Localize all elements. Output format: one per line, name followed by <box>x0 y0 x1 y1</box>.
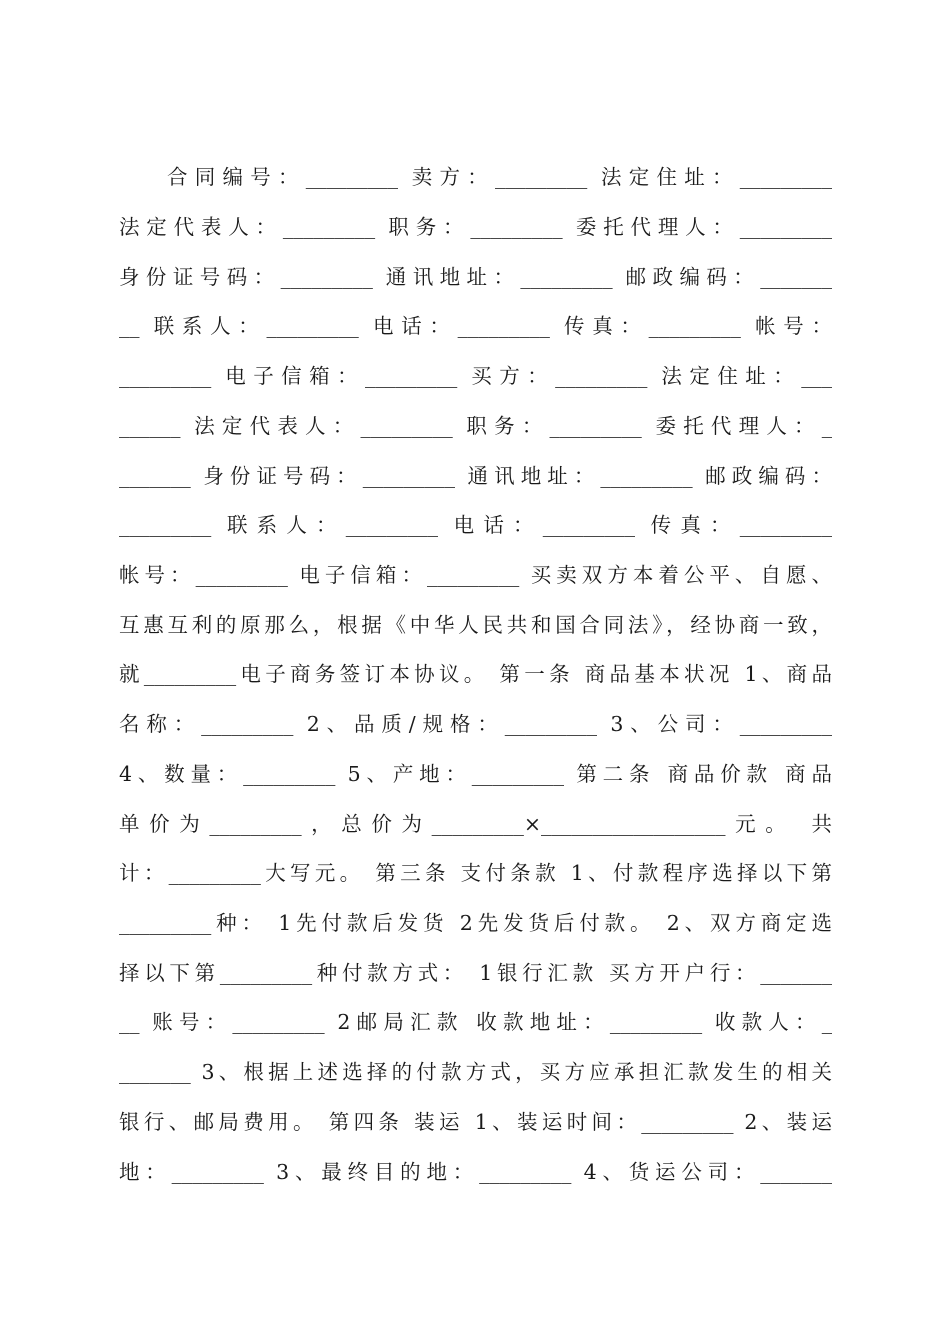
text-line: 互惠互利的原那么，根据《中华人民共和国合同法》，经协商一致， <box>119 613 832 637</box>
text-line: _______ 身份证号码：_________ 通讯地址：_________ 邮政编码： <box>119 464 832 488</box>
text-line: _________ 电子信箱：_________ 买方：_________ 法定住址：___ <box>119 364 832 388</box>
text-line: _________ 联系人：_________ 电话：_________ 传真：_________ <box>119 513 832 537</box>
text-line: 择以下第_________种付款方式： 1银行汇款 买方开户行：_______ <box>119 961 832 985</box>
text-line: 合同编号：_________ 卖方：_________ 法定住址：_________ <box>167 165 832 189</box>
text-line: __ 账号：_________ 2邮局汇款 收款地址：_________ 收款人：_ <box>119 1010 832 1034</box>
text-line: 帐号：_________ 电子信箱：_________ 买卖双方本着公平、自愿、 <box>119 563 832 587</box>
text-line: 就_________电子商务签订本协议。 第一条 商品基本状况 1、商品 <box>119 662 832 686</box>
text-line: _________种： 1先付款后发货 2先发货后付款。 2、双方商定选 <box>119 911 832 935</box>
text-line: 名称：_________ 2、品质/规格：_________ 3、公司：_________ <box>119 712 832 736</box>
text-line: 银行、邮局费用。 第四条 装运 1、装运时间：_________ 2、装运 <box>119 1110 832 1134</box>
text-line: __ 联系人：_________ 电话：_________ 传真：_________ 帐号： <box>119 314 832 338</box>
text-line: 法定代表人：_________ 职务：_________ 委托代理人：_________ <box>119 215 832 239</box>
text-line: ______ 法定代表人：_________ 职务：_________ 委托代理人：_ <box>119 414 832 438</box>
text-line: 身份证号码：_________ 通讯地址：_________ 邮政编码：_______ <box>119 265 832 289</box>
text-line: 4、数量：_________ 5、产地：_________ 第二条 商品价款 商品 <box>119 762 832 786</box>
text-line: _______ 3、根据上述选择的付款方式，买方应承担汇款发生的相关 <box>119 1060 832 1084</box>
text-line: 地：_________ 3、最终目的地：_________ 4、货运公司：_______ <box>119 1160 832 1184</box>
text-line: 单价为_________，总价为_________×__________________元。 共 <box>119 812 832 836</box>
text-line: 计：_________大写元。 第三条 支付条款 1、付款程序选择以下第 <box>119 861 832 885</box>
